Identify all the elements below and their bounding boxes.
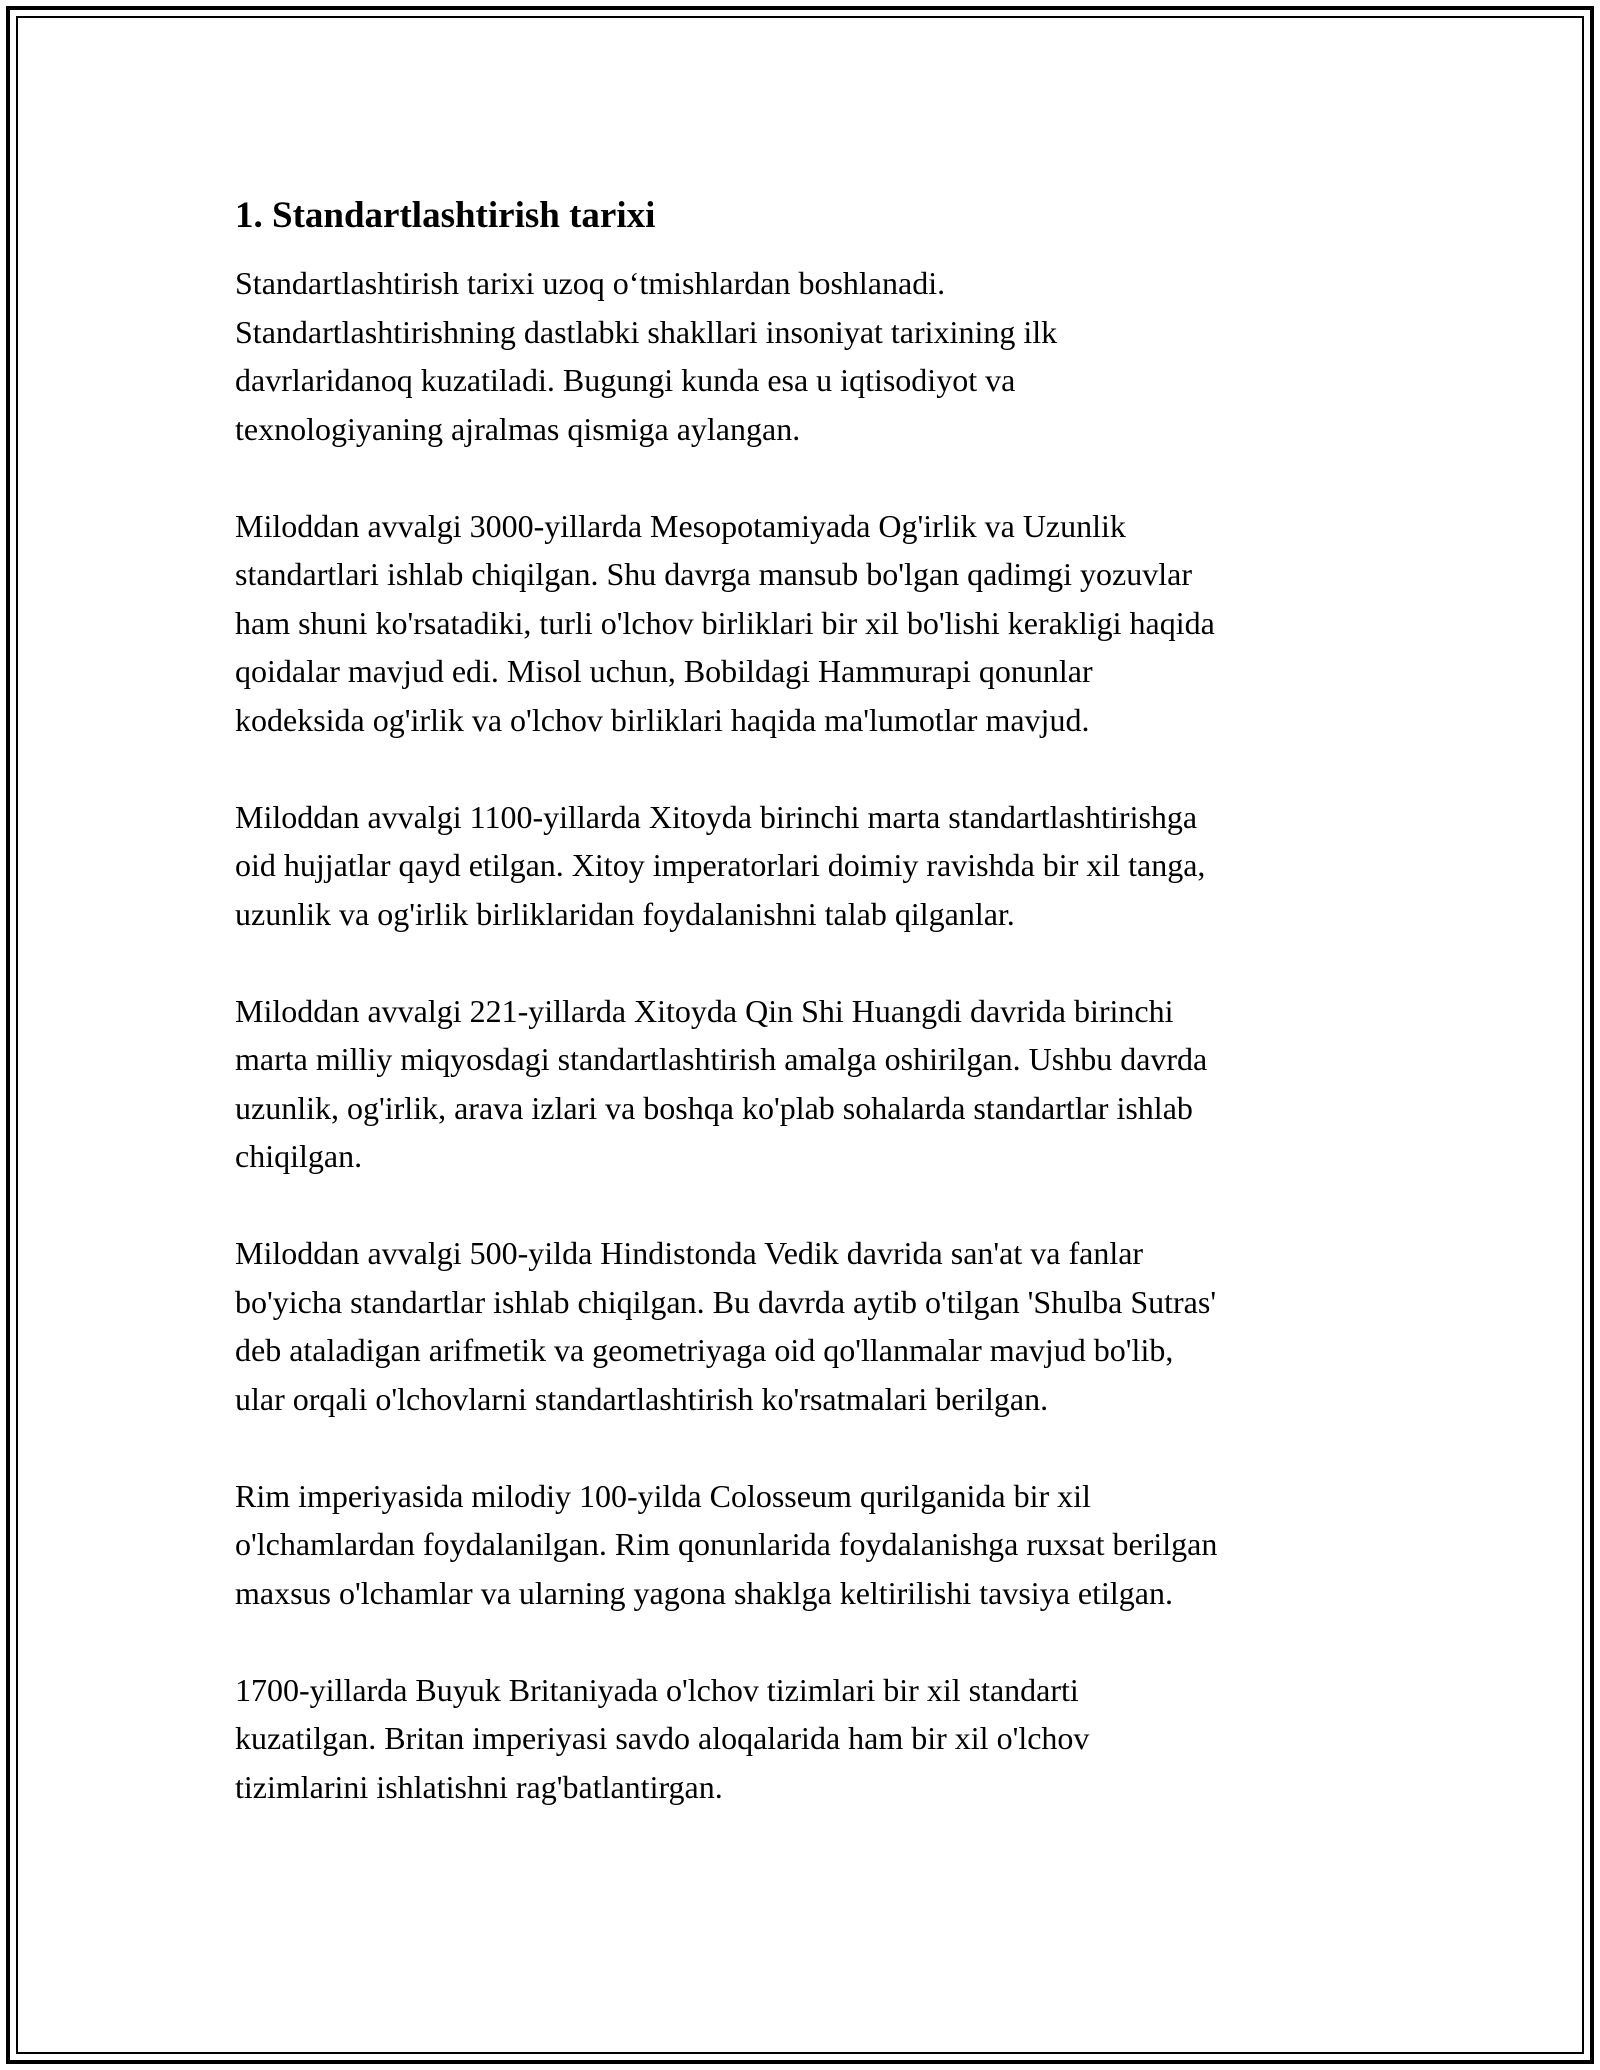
text-line: standartlari ishlab chiqilgan. Shu davrga mansub bo'lgan qadimgi yozuvlar	[235, 556, 1192, 592]
text-line: Miloddan avvalgi 1100-yillarda Xitoyda birinchi marta standartlashtirishga	[235, 798, 1198, 835]
text-line: kodeksida og'irlik va o'lchov birliklari haqida ma'lumotlar mavjud.	[235, 701, 1090, 738]
paragraph-rome	[235, 1472, 1385, 1618]
text-line: texnologiyaning ajralmas qismiga aylangan.	[235, 410, 801, 447]
text-line: kuzatilgan. Britan imperiyasi savdo aloqalarida ham bir xil o'lchov	[235, 1720, 1090, 1756]
text-line: Standartlashtirishning dastlabki shakllari insoniyat tarixining ilk	[235, 313, 1058, 350]
text-line: o'lchamlardan foydalanilgan. Rim qonunlarida foydalanishga ruxsat berilgan	[235, 1526, 1218, 1562]
text-line: 1700-yillarda Buyuk Britaniyada o'lchov tizimlari bir xil standarti	[235, 1671, 1079, 1708]
paragraph-china-1100	[235, 793, 1385, 939]
text-line: tizimlarini ishlatishni rag'batlantirgan.	[235, 1768, 723, 1805]
text-line: Rim imperiyasida milodiy 100-yilda Colosseum qurilganida bir xil	[235, 1477, 1091, 1514]
paragraph-india	[235, 1229, 1385, 1423]
document-body	[235, 188, 1385, 1860]
text-line: oid hujjatlar qayd etilgan. Xitoy imperatorlari doimiy ravishda bir xil tanga,	[235, 847, 1206, 883]
text-line: ham shuni ko'rsatadiki, turli o'lchov birliklari bir xil bo'lishi kerakligi haqida	[235, 604, 1215, 641]
paragraph-mesopotamia	[235, 502, 1385, 745]
text-line: ular orqali o'lchovlarni standartlashtirish ko'rsatmalari berilgan.	[235, 1380, 1049, 1417]
text-line: davrlaridanoq kuzatiladi. Bugungi kunda esa u iqtisodiyot va	[235, 362, 1016, 398]
text-line: Miloddan avvalgi 221-yillarda Xitoyda Qin Shi Huangdi davrida birinchi	[235, 992, 1174, 1029]
text-line: maxsus o'lchamlar va ularning yagona shaklga keltirilishi tavsiya etilgan.	[235, 1574, 1173, 1611]
text-line: Miloddan avvalgi 500-yilda Hindistonda Vedik davrida san'at va fanlar	[235, 1235, 1144, 1271]
text-line: uzunlik va og'irlik birliklaridan foydalanishni talab qilganlar.	[235, 895, 1015, 932]
text-line: uzunlik, og'irlik, arava izlari va boshqa ko'plab sohalarda standartlar ishlab	[235, 1089, 1193, 1126]
text-line: qoidalar mavjud edi. Misol uchun, Bobildagi Hammurapi qonunlar	[235, 653, 1093, 689]
text-line: chiqilgan.	[235, 1138, 363, 1174]
paragraph-britain	[235, 1666, 1385, 1812]
text-line: bo'yicha standartlar ishlab chiqilgan. Bu davrda aytib o'tilgan 'Shulba Sutras'	[235, 1283, 1217, 1320]
text-line: deb ataladigan arifmetik va geometriyaga oid qo'llanmalar mavjud bo'lib,	[235, 1332, 1174, 1368]
paragraph-china-221	[235, 987, 1385, 1181]
text-line: Miloddan avvalgi 3000-yillarda Mesopotamiyada Og'irlik va Uzunlik	[235, 507, 1126, 544]
text-line: marta milliy miqyosdagi standartlashtirish amalga oshirilgan. Ushbu davrda	[235, 1041, 1208, 1077]
paragraph-intro	[235, 259, 1385, 453]
section-title: 1. Standartlashtirish tarixi	[235, 195, 656, 236]
text-line: Standartlashtirish tarixi uzoq o‘tmishlardan boshlanadi.	[235, 265, 946, 301]
